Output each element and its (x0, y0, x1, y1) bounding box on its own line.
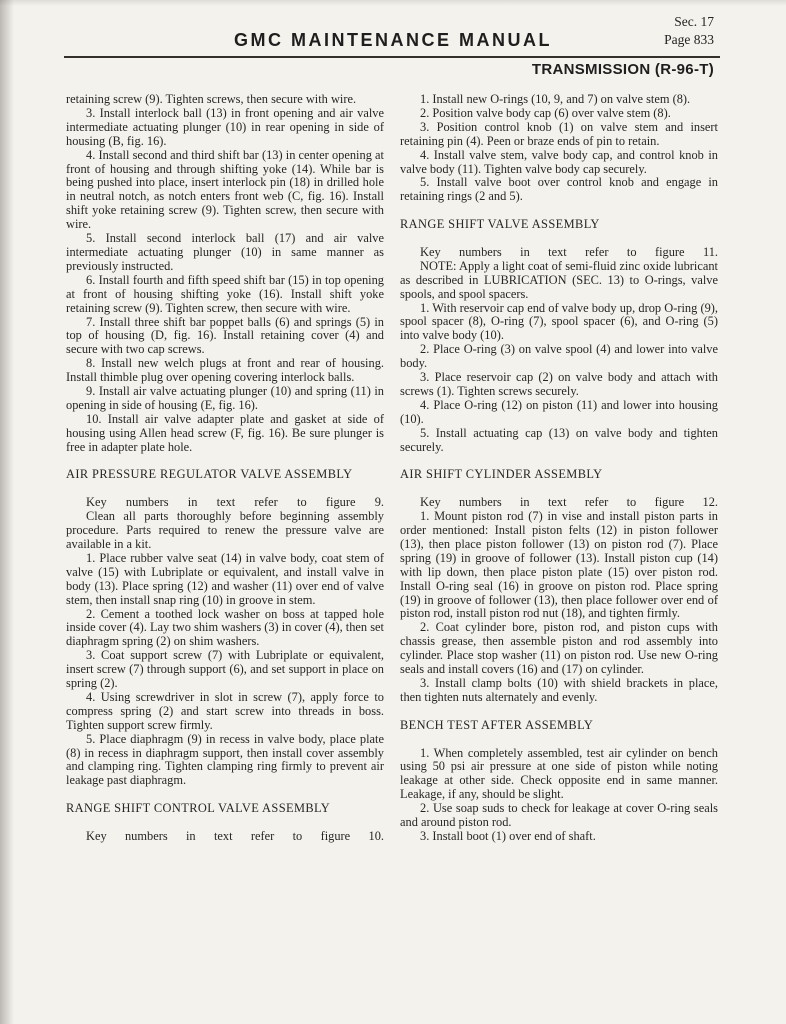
left-column (66, 93, 384, 844)
paragraph: 5. Install second interlock ball (17) and air valve intermediate actuating plunger (10) in same manner as previously instructed. (66, 231, 384, 273)
section-heading: BENCH TEST AFTER ASSEMBLY (400, 717, 594, 732)
page-number: Page 833 (664, 32, 714, 47)
paragraph: 2. Coat cylinder bore, piston rod, and piston cups with chassis grease, then assemble piston and rod assembly into cylinder. Place stop washer (11) on piston rod. Use new O-ring seals and install covers (16) and (17) on cylinder. (400, 620, 718, 677)
section-heading: AIR SHIFT CYLINDER ASSEMBLY (400, 467, 603, 482)
section-heading: AIR PRESSURE REGULATOR VALVE ASSEMBLY (66, 467, 353, 482)
paragraph: 3. Coat support screw (7) with Lubriplate or equivalent, insert screw (7) through support (6), and set support in place on spring (2). (66, 648, 384, 691)
transmission-section-title: TRANSMISSION (R-96-T) (531, 61, 714, 78)
paragraph: NOTE: Apply a light coat of semi-fluid zinc oxide lubricant as described in LUBRICATION (SEC. 13) to O-rings, valve spools, and spool spacers. (400, 258, 718, 301)
paragraph: 1. When completely assembled, test air cylinder on bench using 50 psi air pressure at one side of piston while noting leakage at other side. Check opposite end in same manner. Leakage, if any, should be slight. (400, 745, 718, 802)
paragraph: 2. Use soap suds to check for leakage at cover O-ring seals and around piston rod. (400, 801, 718, 830)
paragraph: 3. Install clamp bolts (10) with shield brackets in place, then tighten nuts alternately and evenly. (400, 676, 718, 704)
paragraph: 10. Install air valve adapter plate and gasket at side of housing using Allen head screw (F, fig. 16). Be sure plunger is free in adapter plate hole. (66, 411, 384, 454)
paragraph: 5. Install actuating cap (13) on valve body and tighten securely. (400, 425, 718, 454)
paragraph: retaining screw (9). Tighten screws, then secure with wire. (66, 92, 357, 106)
paragraph: 2. Position valve body cap (6) over valve stem (8). (420, 105, 671, 120)
paragraph: 1. Mount piston rod (7) in vise and install piston parts in order mentioned: Install piston felts (12) in piston follower (13), then place piston follower (13) on piston rod (7). Place spring (19) in groove of follower (13). Install piston cup (14) with lip down, then place piston plate (15) over piston rod. Install O-ring seal (16) in groove on piston rod. Place spring (19) in groove of follower (13), then place follower over end of piston rod, install piston rod nut (18), and tighten firmly. (400, 509, 718, 621)
paragraph: 3. Install boot (1) over end of shaft. (420, 828, 596, 843)
right-column (400, 93, 718, 844)
page-body (66, 93, 718, 844)
paragraph: 3. Position control knob (1) on valve stem and insert retaining pin (4). Peen or braze ends of pin to retain. (400, 119, 718, 148)
paragraph: 1. Install new O-rings (10, 9, and 7) on valve stem (8). (420, 92, 691, 106)
paragraph: 3. Place reservoir cap (2) on valve body and attach with screws (1). Tighten screws securely. (400, 370, 718, 398)
header-rule (64, 56, 720, 58)
paragraph: 1. Place rubber valve seat (14) in valve body, coat stem of valve (15) with Lubriplate or equivalent, and install valve in body (13). Place spring (12) and washer (11) over end of valve stem, then install snap ring (10) in groove in stem. (66, 550, 384, 607)
paragraph: Key numbers in text refer to figure 10. (86, 828, 384, 843)
paragraph: 4. Install second and third shift bar (13) in center opening at front of housing and through shifting yoke (14). While bar is being pushed into place, insert interlock pin (18) in drilled hole in neutral notch, as notch enters front web (C, fig. 16). Install shift yoke retaining screw (9). Tighten screw, then secure with wire. (66, 147, 384, 232)
paragraph: 2. Cement a toothed lock washer on boss at tapped hole inside cover (4). Lay two shim washers (3) in cover (4), then set diaphragm spring (2) on shim washers. (66, 606, 384, 649)
paragraph: 4. Install valve stem, valve body cap, and control knob in valve body (11). Tighten valve body cap securely. (400, 147, 718, 176)
section-heading: RANGE SHIFT CONTROL VALVE ASSEMBLY (66, 801, 331, 816)
section-heading: RANGE SHIFT VALVE ASSEMBLY (400, 217, 600, 232)
paragraph: Clean all parts thoroughly before beginning assembly procedure. Parts required to renew the pressure valve are available in a kit. (66, 509, 384, 551)
paragraph: 3. Install interlock ball (13) in front opening and air valve intermediate actuating plunger (10) in rear opening in side of housing (B, fig. 16). (66, 105, 384, 148)
paragraph: 6. Install fourth and fifth speed shift bar (15) in top opening at front of housing shifting yoke (16). Install shift yoke retaining screw (9). Tighten screw, then secure with wire. (66, 272, 384, 315)
paragraph: Key numbers in text refer to figure 11. (420, 244, 718, 259)
paragraph: 2. Place O-ring (3) on valve spool (4) and lower into valve body. (400, 342, 718, 371)
paragraph: 7. Install three shift bar poppet balls (6) and springs (5) in top of housing (D, fig. 16). Install retaining cover (4) and secure with two cap screws. (66, 314, 384, 357)
paragraph: 4. Using screwdriver in slot in screw (7), apply force to compress spring (2) and start screw into threads in boss. Tighten support screw firmly. (66, 689, 384, 732)
paragraph: 5. Place diaphragm (9) in recess in valve body, place plate (8) in recess in diaphragm support, then install cover assembly and clamping ring. Tighten clamping ring firmly to prevent air leakage past diaphragm. (66, 731, 384, 788)
manual-title: GMC MAINTENANCE MANUAL (234, 30, 552, 50)
paragraph: 1. With reservoir cap end of valve body up, drop O-ring (9), spool spacer (8), O-ring (7), spool spacer (6), and O-ring (5) into valve body (10). (400, 300, 718, 343)
paragraph: 4. Place O-ring (12) on piston (11) and lower into housing (10). (400, 397, 718, 426)
paragraph: Key numbers in text refer to figure 12. (420, 495, 718, 510)
paragraph: Key numbers in text refer to figure 9. (86, 495, 384, 510)
paragraph: 8. Install new welch plugs at front and rear of housing. Install thimble plug over opening covering interlock balls. (66, 356, 384, 385)
paragraph: 9. Install air valve actuating plunger (10) and spring (11) in opening in side of housing (E, fig. 16). (66, 384, 384, 412)
section-ref: Sec. 17 (674, 14, 714, 29)
paragraph: 5. Install valve boot over control knob and engage in retaining rings (2 and 5). (400, 175, 718, 204)
